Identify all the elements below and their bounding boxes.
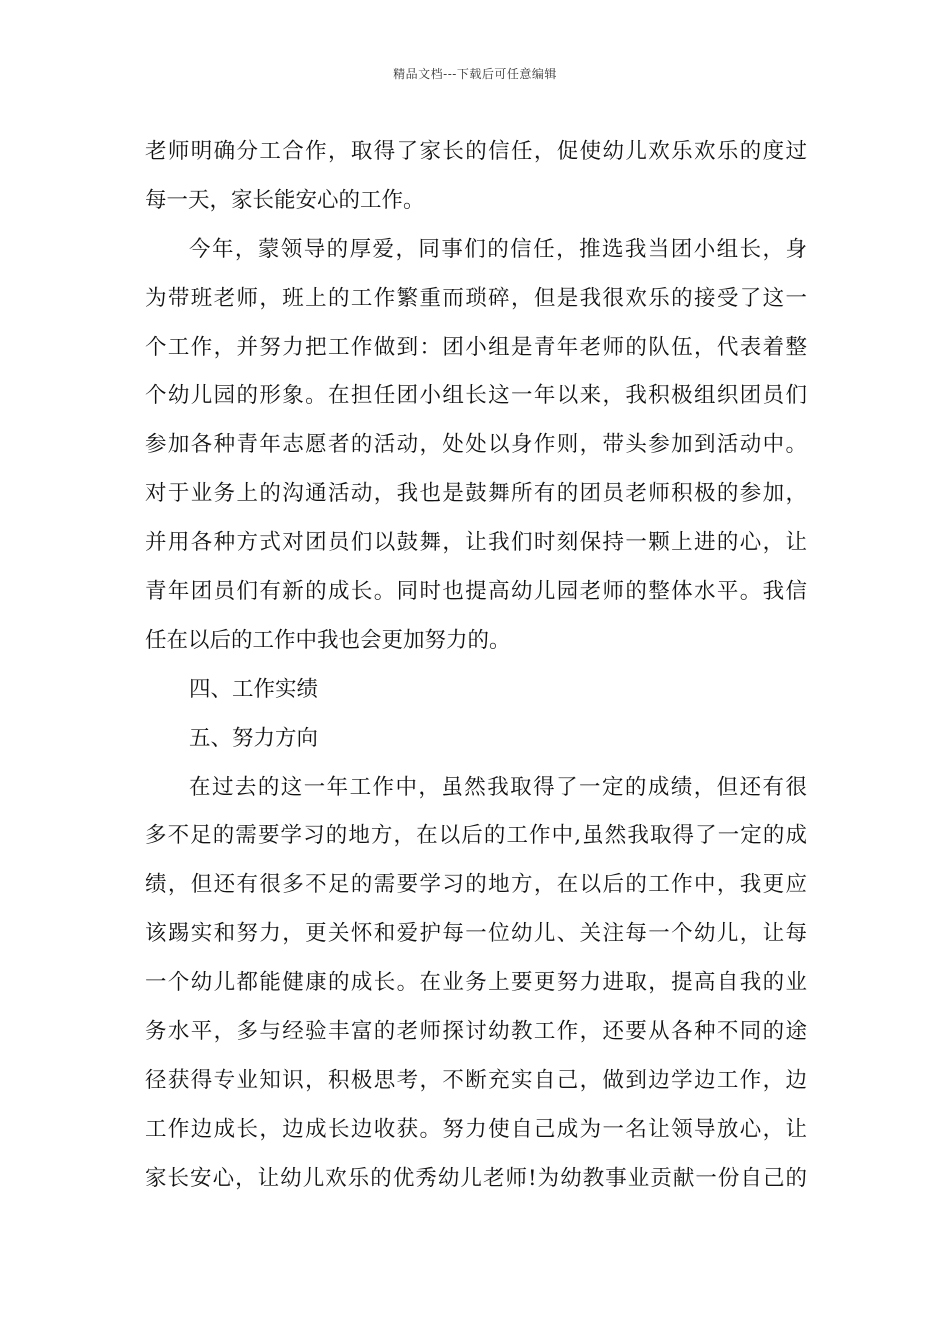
body-text-line: 为带班老师，班上的工作繁重而琐碎，但是我很欢乐的接受了这一: [145, 285, 807, 311]
body-text-line: 该踢实和努力，更关怀和爱护每一位幼儿、关注每一个幼儿，让每: [145, 921, 807, 947]
page-header: 精品文档---下载后可任意编辑: [393, 67, 557, 81]
body-text-line: 每一天，家长能安心的工作。: [145, 187, 425, 213]
body-text-line: 绩，但还有很多不足的需要学习的地方，在以后的工作中，我更应: [145, 872, 807, 898]
section-heading: 五、努力方向: [189, 725, 319, 751]
body-text-line: 参加各种青年志愿者的活动，处处以身作则，带头参加到活动中。: [145, 432, 807, 458]
body-text-line: 径获得专业知识，积极思考，不断充实自己，做到边学边工作，边: [145, 1067, 807, 1093]
body-text-line: 个工作，并努力把工作做到：团小组是青年老师的队伍，代表着整: [145, 334, 807, 360]
body-text-line: 并用各种方式对团员们以鼓舞，让我们时刻保持一颗上进的心，让: [145, 530, 807, 556]
body-text-line: 在过去的这一年工作中，虽然我取得了一定的成绩，但还有很: [189, 774, 807, 800]
body-text-line: 务水平，多与经验丰富的老师探讨幼教工作，还要从各种不同的途: [145, 1019, 807, 1045]
body-text-line: 老师明确分工合作，取得了家长的信任，促使幼儿欢乐欢乐的度过: [145, 139, 807, 164]
body-text-line: 多不足的需要学习的地方，在以后的工作中,虽然我取得了一定的成: [145, 823, 807, 849]
body-text-line: 青年团员们有新的成长。同时也提高幼儿园老师的整体水平。我信: [145, 579, 807, 605]
body-text-line: 对于业务上的沟通活动，我也是鼓舞所有的团员老师积极的参加，: [145, 481, 807, 507]
section-heading: 四、工作实绩: [189, 676, 319, 702]
body-text-line: 今年，蒙领导的厚爱，同事们的信任，推选我当团小组长，身: [189, 236, 807, 262]
body-text-line: 个幼儿园的形象。在担任团小组长这一年以来，我积极组织团员们: [145, 383, 807, 409]
body-text-line: 工作边成长，边成长边收获。努力使自己成为一名让领导放心，让: [145, 1116, 807, 1142]
body-text-line: 家长安心，让幼儿欢乐的优秀幼儿老师!为幼教事业贡献一份自己的: [145, 1165, 807, 1191]
body-text-line: 一个幼儿都能健康的成长。在业务上要更努力进取，提高自我的业: [145, 970, 807, 996]
body-text-line: 任在以后的工作中我也会更加努力的。: [145, 627, 511, 653]
document-body: [145, 128, 807, 1204]
